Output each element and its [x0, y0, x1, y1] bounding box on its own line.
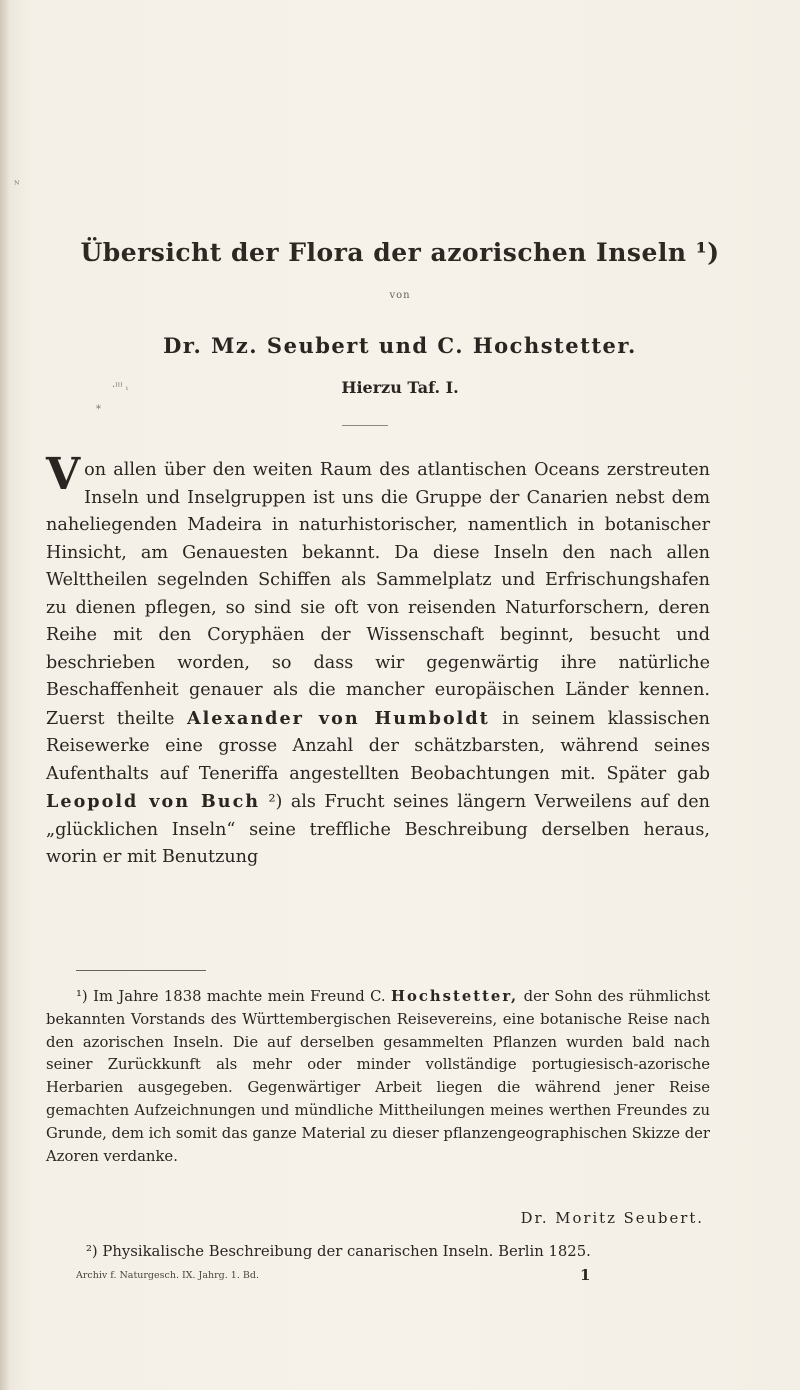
- body-text-1: on allen über den weiten Raum des atlantischen Oceans zerstreuten Inseln und Inselgruppen ist uns die Gruppe der Canarien nebst dem naheliegenden Madeira in naturhistorischer, namentlich in botanischer Hinsicht, am Genauesten bekannt. Da diese Inseln den nach allen Welttheilen segelnden Schiffen als Sammelplatz und Erfrischungshafen zu dienen pflegen, so sind sie oft von reisenden Naturforschern, deren Reihe mit den Coryphäen der Wissenschaft beginnt, besucht und beschrieben worden, so dass wir gegenwärtig ihre natürliche Beschaffenheit genauer als die mancher europäischen Länder kennen. Zuerst theilte: [46, 460, 710, 729]
- byline-von: von: [389, 290, 411, 301]
- body-paragraph: [46, 449, 711, 872]
- article-title: Übersicht der Flora der azorischen Inseln ¹): [80, 238, 720, 267]
- plate-reference: Hierzu Taf. I.: [341, 378, 459, 397]
- binding-shadow: [0, 0, 10, 1390]
- footnote-divider: [76, 970, 206, 971]
- title-divider: [342, 425, 388, 426]
- margin-mark: ᴺ: [14, 180, 20, 191]
- footnote-signature: Dr. Moritz Seubert.: [520, 1210, 704, 1227]
- body-text-2: in seinem klassischen Reisewerke eine grosse Anzahl der schätzbarsten, während seines Aufenthalts auf Teneriffa angestellten Beobachtungen mit. Später gab: [46, 708, 711, 784]
- printer-signature-line: Archiv f. Naturgesch. IX. Jahrg. 1. Bd.: [76, 1270, 259, 1281]
- page-number: 1: [580, 1266, 591, 1284]
- footnote-1-text-a: ¹) Im Jahre 1838 machte mein Freund C.: [76, 988, 386, 1005]
- drop-cap: V: [46, 449, 81, 500]
- footnote-2: ²) Physikalische Beschreibung der canarischen Inseln. Berlin 1825.: [86, 1243, 591, 1260]
- footnote-1: [46, 986, 710, 1168]
- margin-mark: *: [96, 404, 101, 415]
- margin-mark: ·ᴵᴵᴵ ᵢ: [112, 382, 128, 393]
- person-name-humboldt: Alexander von Humboldt: [186, 707, 490, 729]
- footnote-1-text-b: der Sohn des rühmlichst bekannten Vorstands des Württembergischen Reisevereins, eine botanische Reise nach den azorischen Inseln. Die auf derselben gesammelten Pflanzen wurden bald nach seiner Zurückkunft als mehr oder minder vollständige portugiesisch-azorische Herbarien ausgegeben. Gegenwärtiger Arbeit liegen die während jener Reise gemachten Aufzeichnungen und mündliche Mittheilungen meines werthen Freundes zu Grunde, dem ich somit das ganze Material zu dieser pflanzengeographischen Skizze der Azoren verdanke.: [46, 988, 710, 1165]
- footnote-1-name: Hochstetter,: [391, 988, 519, 1005]
- article-authors: Dr. Mz. Seubert und C. Hochstetter.: [163, 333, 637, 358]
- body-text-3: ²) als Frucht seines längern Verweilens auf den „glücklichen Inseln“ seine treffliche Beschreibung derselben heraus, worin er mit Benutzung: [46, 792, 710, 867]
- person-name-buch: Leopold von Buch: [46, 791, 261, 812]
